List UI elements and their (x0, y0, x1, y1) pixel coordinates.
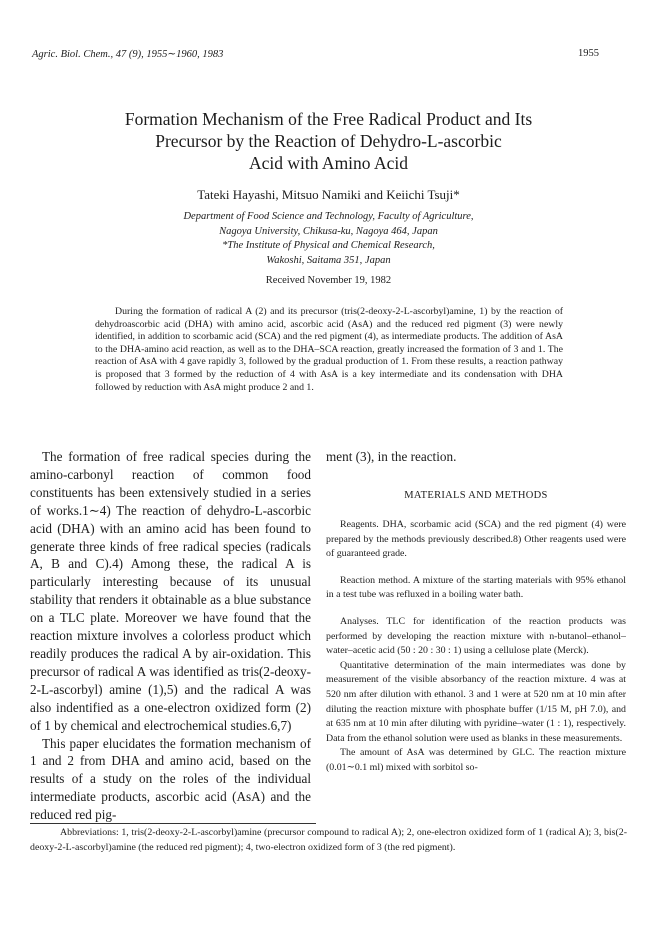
affiliation-line: Nagoya University, Chikusa-ku, Nagoya 464, Japan (219, 225, 438, 237)
author-list: Tateki Hayashi, Mitsuo Namiki and Keiichi Tsuji* (197, 187, 460, 202)
quantitative-paragraph: Quantitative determination of the main intermediates was done by measurement of the visible absorbancy of the reaction mixture. 4 was at 520 nm after dilution with ethanol. 3 and 1 were at 520 nm at 10 min after diluting the reaction mixture with phosphate buffer (1/15 M, pH 7.0), and at 635 nm at 10 min after diluting with pyridine–water (1 : 1), respectively. Data from the ethanol solution were used as blanks in these measurements. (326, 659, 626, 744)
analyses-paragraph: Analyses. TLC for identification of the reaction products was performed by developing the reaction mixture with n-butanol–ethanol–water–acetic acid (50 : 20 : 30 : 1) using a cellulose plate (Merck). (326, 615, 626, 657)
right-column (326, 518, 626, 776)
abstract: During the formation of radical A (2) and its precursor (tris(2-deoxy-2-L-ascorbyl)amine, 1) by the reaction of dehydroascorbic acid (DHA) with amino acid, ascorbic acid (AsA) and the reduced red pigment (3) were newly identified, in addition to scorbamic acid (SCA) and the red pigment (4), as intermediate products. The addition of AsA to the DHA-amino acid reaction, as well as to the DHA–SCA reaction, greatly increased the formation of 3 and 1. The reaction of AsA with 4 gave rapidly 3, followed by the gradual production of 1. From these results, a reaction pathway is proposed that 3 formed by the reduction of 4 with AsA is a key intermediate and its condensation with DHA followed by reduction with AsA might produce 2 and 1. (95, 306, 563, 393)
page-number: 1955 (578, 48, 599, 59)
title-line: Acid with Amino Acid (249, 153, 408, 173)
affiliation-line: Wakoshi, Saitama 351, Japan (266, 254, 391, 266)
title-line: Precursor by the Reaction of Dehydro-L-ascorbic (155, 131, 502, 151)
body-paragraph: This paper elucidates the formation mechanism of 1 and 2 from DHA and amino acid, based on the results of a study on the roles of the individual intermediate products, ascorbic acid (AsA) and the reduced red pig- (30, 735, 311, 823)
left-column (30, 448, 311, 824)
journal-citation: Agric. Biol. Chem., 47 (9), 1955∼1960, 1983 (32, 49, 224, 60)
right-column-continuation: ment (3), in the reaction. (326, 449, 457, 464)
title-line: Formation Mechanism of the Free Radical Product and Its (124, 109, 533, 129)
reaction-method-paragraph: Reaction method. A mixture of the starting materials with 95% ethanol in a test tube was refluxed in a boiling water bath. (326, 574, 626, 601)
body-paragraph: The formation of free radical species during the amino-carbonyl reaction of common food constituents has been extensively studied in a series of works.1∼4) The reaction of dehydro-L-ascorbic acid (DHA) with an amino acid has been found to generate three kinds of free radical species (radicals A, B and C).4) Among these, the radical A is particularly interesting because of its unusual stability that renders it obtainable as a blue substance on a TLC plate. Moreover we have found that the reaction mixture involves a colorless product which readily produces the radical A by air-oxidation. This precursor of radical A was identified as tris(2-deoxy-2-L-ascorbyl) amine (1),5) and the radical A was also indentified as a one-electron oxidized form (2) of 1 by chemical and electrochemical studies.6,7) (30, 449, 311, 733)
article-title (60, 108, 597, 174)
footnote: Abbreviations: 1, tris(2-deoxy-2-L-ascorbyl)amine (precursor compound to radical A); 2, one-electron oxidized form of 1 (radical A); 3, bis(2-deoxy-2-L-ascorbyl)amine (the reduced red pigment); 4, two-electron oxidized form of 3 (the red pigment). (30, 827, 627, 853)
affiliation-line: *The Institute of Physical and Chemical Research, (222, 240, 435, 252)
reagents-paragraph: Reagents. DHA, scorbamic acid (SCA) and the red pigment (4) were prepared by the methods previously described.8) Other reagents used were of guaranteed grade. (326, 519, 626, 560)
affiliation-line: Department of Food Science and Technology, Faculty of Agriculture, (183, 211, 474, 222)
section-heading: MATERIALS AND METHODS (404, 490, 548, 501)
received-date: Received November 19, 1982 (265, 275, 392, 286)
affiliation (60, 210, 597, 268)
asa-amount-paragraph: The amount of AsA was determined by GLC. The reaction mixture (0.01∼0.1 ml) mixed with sorbitol so- (326, 747, 626, 773)
footnote-divider (30, 823, 316, 824)
